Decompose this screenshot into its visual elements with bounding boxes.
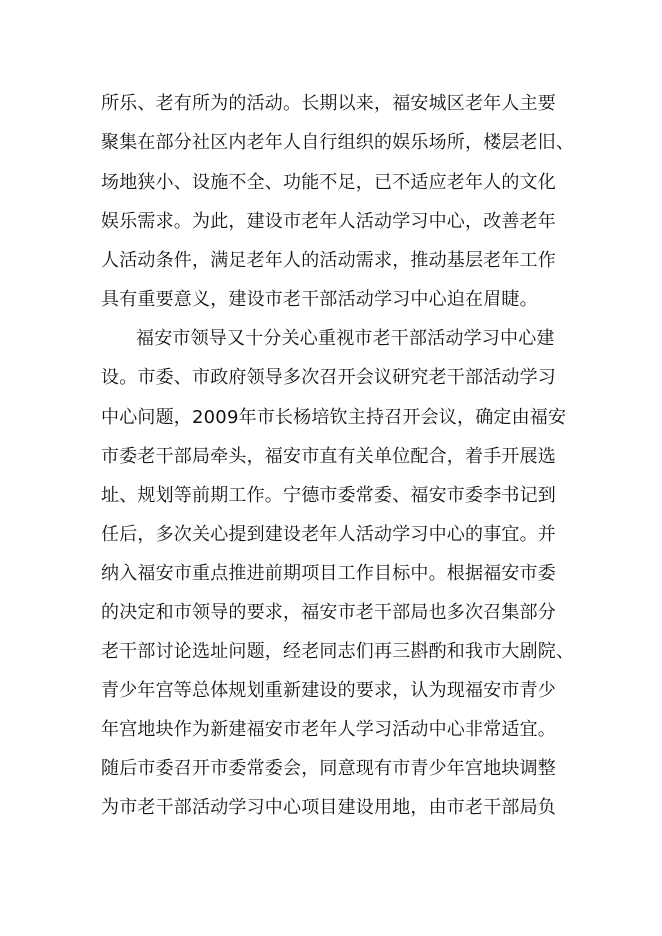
text-line: 的决定和市领导的要求，福安市老干部局也多次召集部分	[101, 602, 556, 623]
text-line: 设。市委、市政府领导多次召开会议研究老干部活动学习	[101, 367, 556, 388]
text-line: 为市老干部活动学习中心项目建设用地，由市老干部局负	[101, 797, 556, 818]
text-line: 老干部讨论选址问题，经老同志们再三斟酌和我市大剧院、	[101, 641, 575, 662]
text-line: 聚集在部分社区内老年人自行组织的娱乐场所，楼层老旧、	[101, 132, 575, 153]
text-line: 纳入福安市重点推进前期项目工作目标中。根据福安市委	[101, 563, 556, 584]
text-line: 中心问题，2009年市长杨培钦主持召开会议，确定由福安	[101, 407, 567, 428]
text-line: 青少年宫等总体规划重新建设的要求，认为现福安市青少	[101, 680, 556, 701]
text-line: 具有重要意义，建设市老干部活动学习中心迫在眉睫。	[101, 289, 538, 310]
text-line: 场地狭小、设施不全、功能不足，已不适应老年人的文化	[101, 172, 556, 193]
text-line: 年宫地块作为新建福安市老年人学习活动中心非常适宜。	[101, 719, 556, 740]
text-line: 娱乐需求。为此，建设市老年人活动学习中心，改善老年	[101, 211, 556, 232]
text-line: 市委老干部局牵头，福安市直有关单位配合，着手开展选	[101, 446, 556, 467]
text-line: 址、规划等前期工作。宁德市委常委、福安市委李书记到	[101, 485, 556, 506]
text-line: 所乐、老有所为的活动。长期以来，福安城区老年人主要	[101, 93, 556, 114]
text-line: 人活动条件，满足老年人的活动需求，推动基层老年工作	[101, 250, 556, 271]
text-line: 随后市委召开市委常委会，同意现有市青少年宫地块调整	[101, 758, 556, 779]
text-line: 任后，多次关心提到建设老年人活动学习中心的事宜。并	[101, 524, 556, 545]
paragraph-first-line: 福安市领导又十分关心重视市老干部活动学习中心建	[136, 328, 555, 349]
